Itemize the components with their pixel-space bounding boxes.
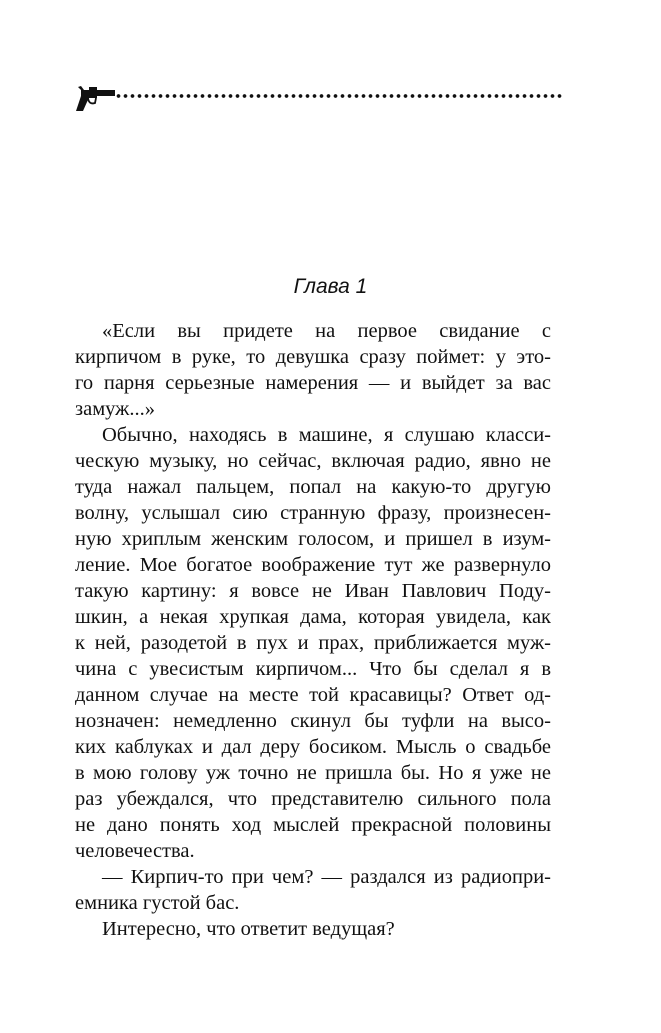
text-line: к ней, разодетой в пух и прах, приближается муж- — [75, 632, 551, 654]
text-line: ную хриплым женским голосом, и пришел в изум- — [75, 528, 551, 550]
body-text — [75, 318, 551, 942]
text-line: го парня серьезные намерения — и выйдет за вас — [75, 372, 551, 394]
text-line: раз убеждался, что представителю сильного пола — [75, 788, 551, 810]
text-line: ких каблуках и дал деру босиком. Мысль о свадьбе — [75, 736, 551, 758]
text-line: «Если вы придете на первое свидание с — [102, 320, 551, 342]
text-line: волну, услышал сию странную фразу, произнесен- — [75, 502, 551, 524]
text-line: данном случае на месте той красавицы? Ответ од- — [75, 684, 551, 706]
text-line: емника густой бас. — [75, 892, 240, 914]
text-line: не дано понять ход мыслей прекрасной половины — [75, 814, 551, 836]
text-line: — Кирпич-то при чем? — раздался из радиопри- — [102, 866, 551, 888]
text-line: туда нажал пальцем, попал на какую-то другую — [75, 476, 551, 498]
text-line: шкин, а некая хрупкая дама, которая увидела, как — [75, 606, 551, 628]
header-ornament — [75, 84, 565, 114]
text-line: замуж...» — [75, 398, 155, 420]
text-line: такую картину: я вовсе не Иван Павлович Поду- — [75, 580, 551, 602]
text-line: нозначен: немедленно скинул бы туфли на высо- — [75, 710, 551, 732]
text-line: Интересно, что ответит ведущая? — [102, 918, 395, 940]
dotted-rule — [115, 93, 563, 99]
chapter-title: Глава 1 — [293, 275, 368, 298]
text-line: ческую музыку, но сейчас, включая радио, явно не — [75, 450, 551, 472]
revolver-icon — [75, 84, 117, 112]
text-line: Обычно, находясь в машине, я слушаю класси- — [102, 424, 551, 446]
text-line: чина с увесистым кирпичом... Что бы сделал я в — [75, 658, 551, 680]
text-line: ление. Мое богатое воображение тут же развернуло — [75, 554, 551, 576]
text-line: кирпичом в руке, то девушка сразу поймет: у это- — [75, 346, 551, 368]
text-line: человечества. — [75, 840, 195, 862]
text-line: в мою голову уж точно не пришла бы. Но я уже не — [75, 762, 551, 784]
